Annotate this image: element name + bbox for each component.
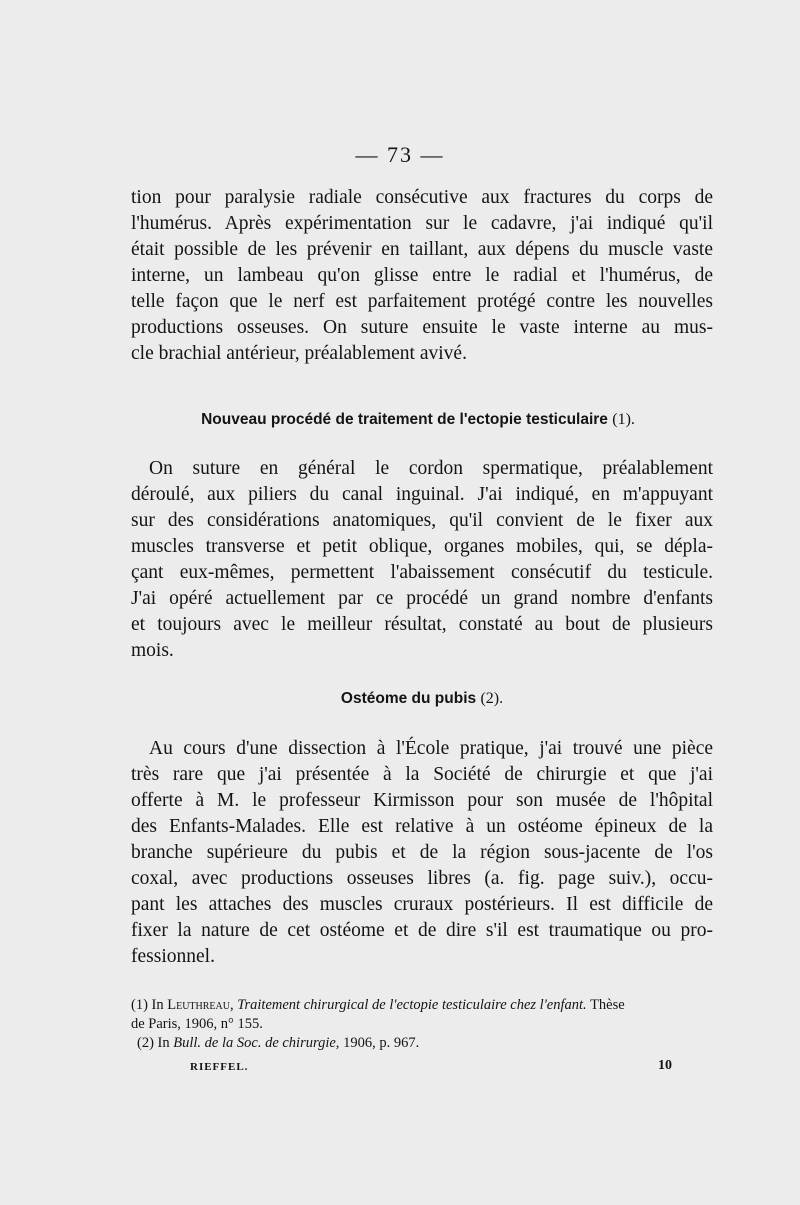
footnotes	[131, 996, 713, 1053]
footnote-1	[131, 996, 713, 1015]
footnote-1-continued: de Paris, 1906, n° 155.	[131, 1016, 263, 1032]
text-line: Au cours d'une dissection à l'École pratique, j'ai trouvé une pièce	[149, 738, 713, 759]
text-line: On suture en général le cordon spermatique, préalablement	[149, 458, 713, 479]
paragraph-radial-paralysis	[131, 185, 713, 367]
text-line: tion pour paralysie radiale consécutive aux fractures du corps de	[131, 187, 713, 208]
text-line: l'humérus. Après expérimentation sur le cadavre, j'ai indiqué qu'il	[131, 213, 713, 234]
text-line: coxal, avec productions osseuses libres (a. fig. page suiv.), occu-	[131, 868, 713, 889]
text-line: des Enfants-Malades. Elle est relative à un ostéome épineux de la	[131, 816, 713, 837]
footnote-marker: (1) In	[131, 997, 164, 1013]
heading-text: Nouveau procédé de traitement de l'ectopie testiculaire	[201, 411, 608, 428]
text-line: mois.	[131, 640, 174, 661]
sheet-number: 10	[658, 1058, 672, 1073]
page-number: — 73 —	[355, 142, 445, 167]
text-line: et toujours avec le meilleur résultat, constaté au bout de plusieurs	[131, 614, 713, 635]
text-line: cle brachial antérieur, préalablement avivé.	[131, 343, 467, 364]
printer-signature: RIEFFEL.	[190, 1061, 249, 1073]
text-line: fixer la nature de cet ostéome et de dire s'il est traumatique ou pro-	[131, 920, 713, 941]
footnote-author: Leuthreau,	[167, 997, 234, 1013]
text-line: fessionnel.	[131, 946, 215, 967]
footnote-title: Bull. de la Soc. de chirurgie,	[173, 1035, 340, 1051]
text-line: çant eux-mêmes, permettent l'abaissement consécutif du testicule.	[131, 562, 713, 583]
footnote-title: Traitement chirurgical de l'ectopie testiculaire chez l'enfant.	[237, 997, 587, 1013]
paragraph-osteome	[131, 736, 713, 970]
text-line: interne, un lambeau qu'on glisse entre le radial et l'humérus, de	[131, 265, 713, 286]
text-line: J'ai opéré actuellement par ce procédé un grand nombre d'enfants	[131, 588, 713, 609]
section-heading-ectopie	[18, 411, 800, 429]
text-line: telle façon que le nerf est parfaitement protégé contre les nouvelles	[131, 291, 713, 312]
footnote-reference: (1).	[612, 411, 635, 428]
footnote-2	[131, 1034, 713, 1053]
footnote-marker: (2) In	[137, 1035, 170, 1051]
footnote-reference: (2).	[480, 690, 504, 707]
heading-text: Ostéome du pubis	[340, 690, 477, 707]
text-line: très rare que j'ai présentée à la Société de chirurgie et que j'ai	[131, 764, 713, 785]
text-line: productions osseuses. On suture ensuite le vaste interne au mus-	[131, 317, 713, 338]
footnote-text: 1906, p. 967.	[343, 1035, 420, 1051]
text-line: offerte à M. le professeur Kirmisson pour son musée de l'hôpital	[131, 790, 713, 811]
text-line: branche supérieure du pubis et de la région sous-jacente de l'os	[131, 842, 713, 863]
section-heading-osteome	[22, 690, 800, 708]
text-line: pant les attaches des muscles cruraux postérieurs. Il est difficile de	[131, 894, 713, 915]
text-line: était possible de les prévenir en taillant, aux dépens du muscle vaste	[131, 239, 713, 260]
paragraph-ectopie	[131, 456, 713, 664]
text-line: muscles transverse et petit oblique, organes mobiles, qui, se dépla-	[131, 536, 713, 557]
text-line: déroulé, aux piliers du canal inguinal. J'ai indiqué, en m'appuyant	[131, 484, 713, 505]
text-line: sur des considérations anatomiques, qu'il convient de le fixer aux	[131, 510, 713, 531]
footnote-text: Thèse	[590, 997, 625, 1013]
